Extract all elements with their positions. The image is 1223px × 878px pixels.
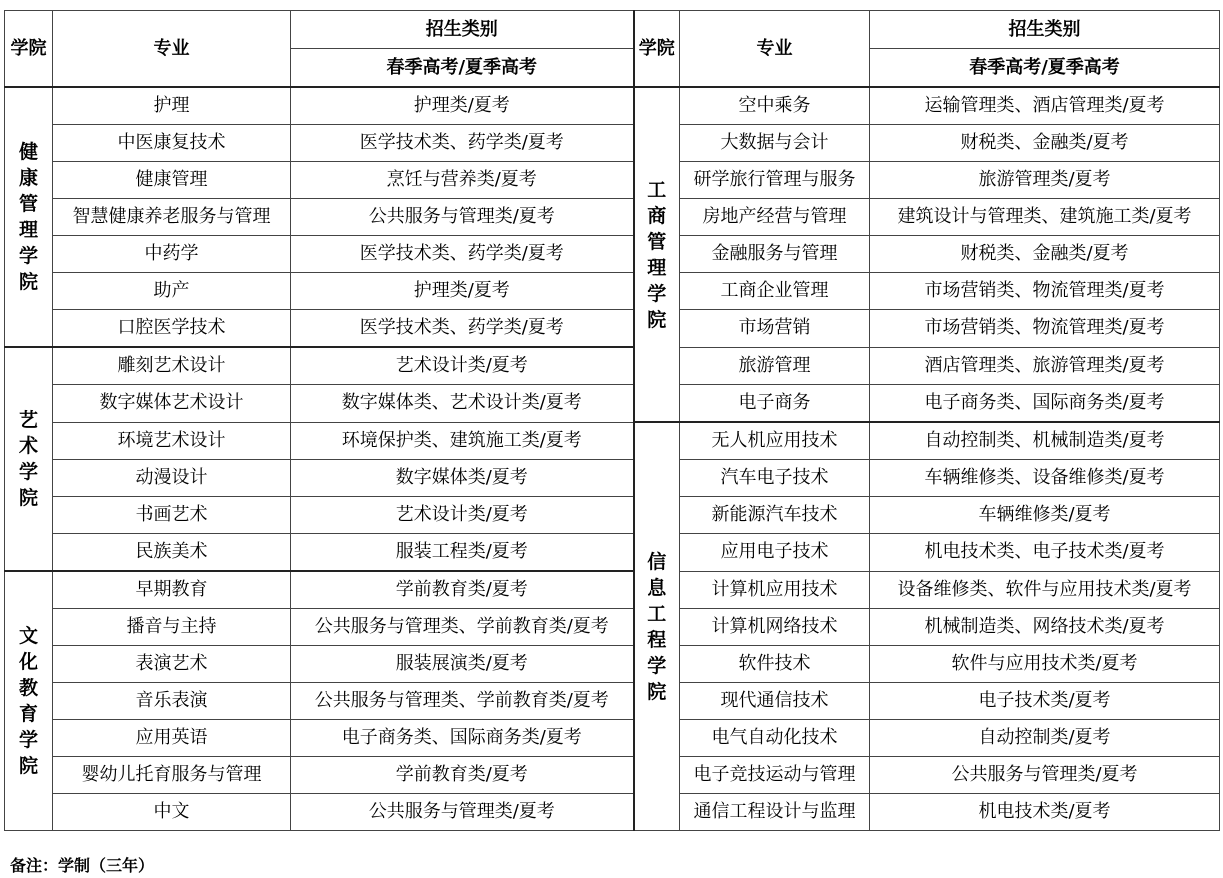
- major-cell: 汽车电子技术: [680, 460, 870, 497]
- college-name: 文化教育学院: [18, 625, 38, 777]
- category-cell: 公共服务与管理类、学前教育类/夏考: [291, 609, 634, 646]
- major-cell: 金融服务与管理: [680, 236, 870, 273]
- category-cell: 机械制造类、网络技术类/夏考: [870, 609, 1220, 646]
- table-row: [5, 720, 1220, 757]
- college-cell-left: [5, 87, 53, 347]
- major-cell: 中文: [53, 794, 291, 831]
- category-cell: 护理类/夏考: [291, 87, 634, 125]
- major-cell: 中医康复技术: [53, 125, 291, 162]
- major-cell: 工商企业管理: [680, 273, 870, 310]
- major-cell: 数字媒体艺术设计: [53, 385, 291, 423]
- major-cell: 电子商务: [680, 385, 870, 423]
- table-row: [5, 236, 1220, 273]
- major-cell: 计算机应用技术: [680, 571, 870, 609]
- major-cell: 口腔医学技术: [53, 310, 291, 348]
- header-row: [5, 11, 1220, 49]
- table-row: [5, 534, 1220, 572]
- category-cell: 烹饪与营养类/夏考: [291, 162, 634, 199]
- college-cell-left: [5, 571, 53, 831]
- category-cell: 学前教育类/夏考: [291, 757, 634, 794]
- category-cell: 建筑设计与管理类、建筑施工类/夏考: [870, 199, 1220, 236]
- major-cell: 音乐表演: [53, 683, 291, 720]
- table-row: [5, 571, 1220, 609]
- category-cell: 车辆维修类、设备维修类/夏考: [870, 460, 1220, 497]
- category-cell: 市场营销类、物流管理类/夏考: [870, 310, 1220, 348]
- major-cell: 健康管理: [53, 162, 291, 199]
- category-cell: 医学技术类、药学类/夏考: [291, 236, 634, 273]
- category-cell: 自动控制类/夏考: [870, 720, 1220, 757]
- table-row: [5, 422, 1220, 460]
- category-cell: 运输管理类、酒店管理类/夏考: [870, 87, 1220, 125]
- major-cell: 大数据与会计: [680, 125, 870, 162]
- category-cell: 市场营销类、物流管理类/夏考: [870, 273, 1220, 310]
- table-row: [5, 683, 1220, 720]
- category-cell: 环境保护类、建筑施工类/夏考: [291, 422, 634, 460]
- category-cell: 护理类/夏考: [291, 273, 634, 310]
- category-cell: 艺术设计类/夏考: [291, 497, 634, 534]
- college-name: 信息工程学院: [647, 550, 667, 703]
- major-cell: 智慧健康养老服务与管理: [53, 199, 291, 236]
- college-name: 健康管理学院: [18, 141, 38, 293]
- category-cell: 公共服务与管理类、学前教育类/夏考: [291, 683, 634, 720]
- category-cell: 酒店管理类、旅游管理类/夏考: [870, 347, 1220, 385]
- category-cell: 机电技术类、电子技术类/夏考: [870, 534, 1220, 572]
- table-row: [5, 794, 1220, 831]
- header-major-right: 专业: [680, 11, 870, 88]
- major-cell: 环境艺术设计: [53, 422, 291, 460]
- table-row: [5, 385, 1220, 423]
- major-cell: 表演艺术: [53, 646, 291, 683]
- major-cell: 软件技术: [680, 646, 870, 683]
- category-cell: 软件与应用技术类/夏考: [870, 646, 1220, 683]
- major-cell: 通信工程设计与监理: [680, 794, 870, 831]
- major-cell: 民族美术: [53, 534, 291, 572]
- college-cell-left: [5, 347, 53, 571]
- college-name: 工商管理学院: [647, 178, 667, 331]
- category-cell: 学前教育类/夏考: [291, 571, 634, 609]
- major-cell: 空中乘务: [680, 87, 870, 125]
- major-cell: 无人机应用技术: [680, 422, 870, 460]
- table-row: [5, 87, 1220, 125]
- major-cell: 动漫设计: [53, 460, 291, 497]
- major-cell: 研学旅行管理与服务: [680, 162, 870, 199]
- category-cell: 医学技术类、药学类/夏考: [291, 125, 634, 162]
- category-cell: 数字媒体类、艺术设计类/夏考: [291, 385, 634, 423]
- major-cell: 应用英语: [53, 720, 291, 757]
- college-name: 艺术学院: [18, 409, 38, 509]
- college-cell-right: [634, 422, 680, 831]
- major-cell: 市场营销: [680, 310, 870, 348]
- category-cell: 服装展演类/夏考: [291, 646, 634, 683]
- category-cell: 设备维修类、软件与应用技术类/夏考: [870, 571, 1220, 609]
- table-row: [5, 347, 1220, 385]
- category-cell: 公共服务与管理类/夏考: [291, 199, 634, 236]
- table-row: [5, 310, 1220, 348]
- major-cell: 新能源汽车技术: [680, 497, 870, 534]
- enrollment-table: [4, 10, 1220, 831]
- major-cell: 应用电子技术: [680, 534, 870, 572]
- header-category-left: 招生类别: [291, 11, 634, 49]
- major-cell: 书画艺术: [53, 497, 291, 534]
- category-cell: 数字媒体类/夏考: [291, 460, 634, 497]
- major-cell: 助产: [53, 273, 291, 310]
- major-cell: 婴幼儿托育服务与管理: [53, 757, 291, 794]
- major-cell: 现代通信技术: [680, 683, 870, 720]
- category-cell: 自动控制类、机械制造类/夏考: [870, 422, 1220, 460]
- category-cell: 车辆维修类/夏考: [870, 497, 1220, 534]
- college-cell-right: [634, 87, 680, 422]
- major-cell: 房地产经营与管理: [680, 199, 870, 236]
- major-cell: 电气自动化技术: [680, 720, 870, 757]
- header-exam-right: 春季高考/夏季高考: [870, 49, 1220, 88]
- major-cell: 播音与主持: [53, 609, 291, 646]
- category-cell: 电子技术类/夏考: [870, 683, 1220, 720]
- major-cell: 计算机网络技术: [680, 609, 870, 646]
- category-cell: 服装工程类/夏考: [291, 534, 634, 572]
- table-row: [5, 273, 1220, 310]
- header-major-left: 专业: [53, 11, 291, 88]
- category-cell: 财税类、金融类/夏考: [870, 125, 1220, 162]
- footnote: 备注：学制（三年）: [10, 856, 155, 875]
- category-cell: 公共服务与管理类/夏考: [870, 757, 1220, 794]
- category-cell: 公共服务与管理类/夏考: [291, 794, 634, 831]
- category-cell: 机电技术类/夏考: [870, 794, 1220, 831]
- header-exam-left: 春季高考/夏季高考: [291, 49, 634, 88]
- major-cell: 中药学: [53, 236, 291, 273]
- table-row: [5, 497, 1220, 534]
- table-row: [5, 646, 1220, 683]
- major-cell: 护理: [53, 87, 291, 125]
- header-category-right: 招生类别: [870, 11, 1220, 49]
- major-cell: 电子竞技运动与管理: [680, 757, 870, 794]
- table-row: [5, 199, 1220, 236]
- major-cell: 旅游管理: [680, 347, 870, 385]
- category-cell: 医学技术类、药学类/夏考: [291, 310, 634, 348]
- category-cell: 艺术设计类/夏考: [291, 347, 634, 385]
- table-row: [5, 609, 1220, 646]
- enrollment-table-wrapper: [4, 10, 1220, 831]
- category-cell: 财税类、金融类/夏考: [870, 236, 1220, 273]
- table-row: [5, 162, 1220, 199]
- major-cell: 雕刻艺术设计: [53, 347, 291, 385]
- table-row: [5, 125, 1220, 162]
- major-cell: 早期教育: [53, 571, 291, 609]
- category-cell: 电子商务类、国际商务类/夏考: [870, 385, 1220, 423]
- header-college-left: 学院: [5, 11, 53, 88]
- table-row: [5, 460, 1220, 497]
- category-cell: 旅游管理类/夏考: [870, 162, 1220, 199]
- header-college-right: 学院: [634, 11, 680, 88]
- table-row: [5, 757, 1220, 794]
- category-cell: 电子商务类、国际商务类/夏考: [291, 720, 634, 757]
